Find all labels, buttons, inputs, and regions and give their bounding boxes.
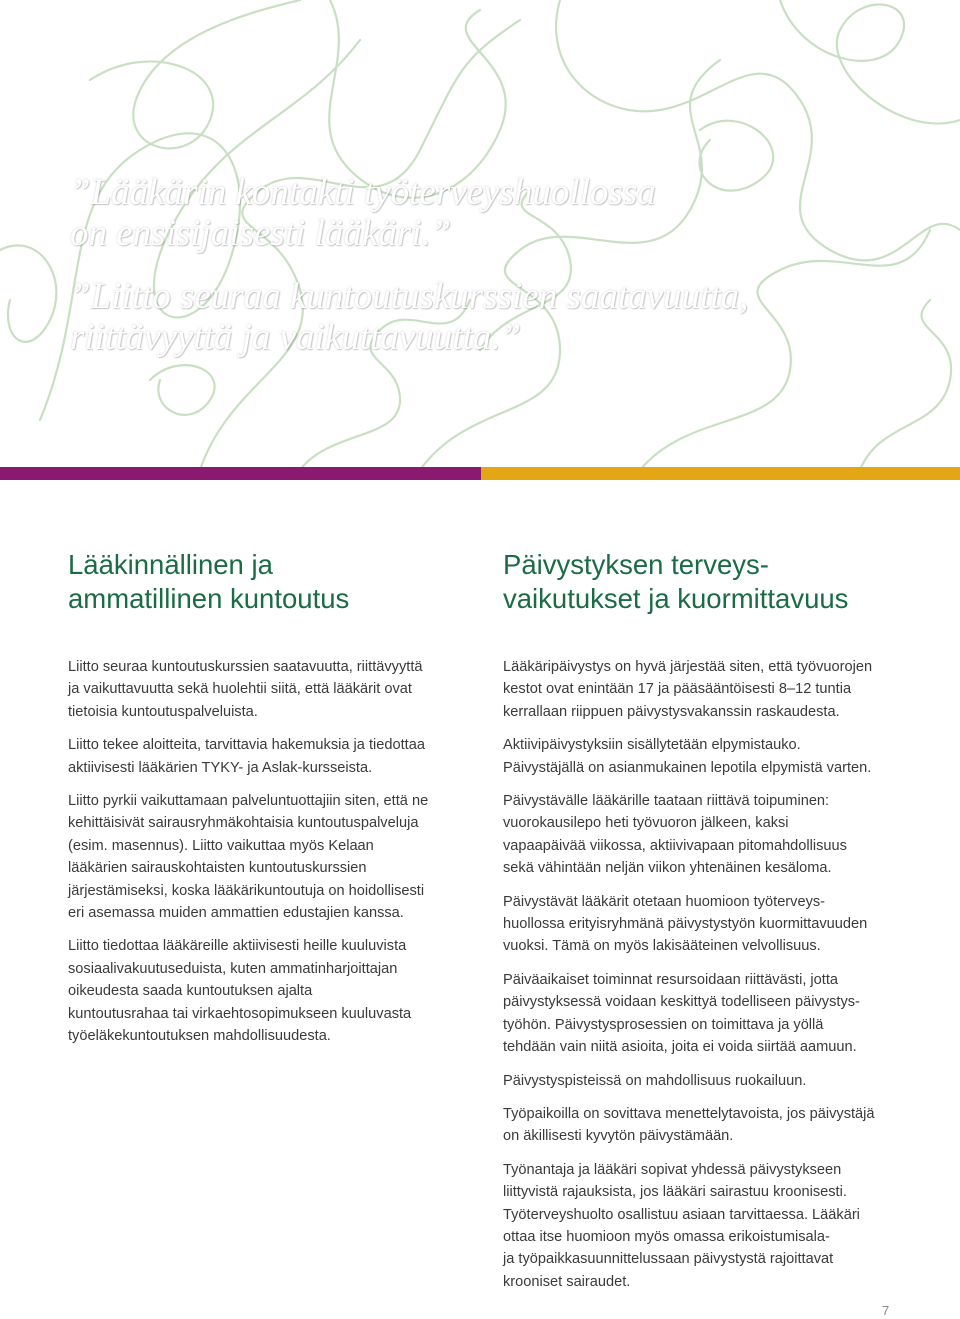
text-line: Liitto seuraa kuntoutuskurssien saatavuutta, riittävyyttä xyxy=(68,659,423,675)
text-line: Aktiivipäivystyksiin sisällytetään elpymistauko. xyxy=(503,737,801,754)
text-line: Työterveyshuolto osallistuu asiaan tarvittaessa. Lääkäri xyxy=(503,1206,860,1223)
paragraph xyxy=(68,656,463,723)
rehabilitation-column xyxy=(68,548,463,1059)
text-line: eri asemassa muiden ammattien edustajien kanssa. xyxy=(68,905,404,922)
text-line: Liitto tekee aloitteita, tarvittavia hakemuksia ja tiedottaa xyxy=(68,737,425,754)
paragraph xyxy=(503,1103,903,1148)
text-line: kerrallaan riippuen päivystysvakanssin raskaudesta. xyxy=(503,703,840,720)
text-line: järjestämiseksi, koska lääkärikuntoutuja on hoidollisesti xyxy=(68,882,425,899)
text-line: Lääkäripäivystys on hyvä järjestää siten, että työvuorojen xyxy=(503,659,873,675)
heading-line: Lääkinnällinen ja xyxy=(68,549,273,580)
text-line: Työnantaja ja lääkäri sopivat yhdessä päivystykseen xyxy=(503,1161,842,1178)
text-line: oikeudesta saada kuntoutuksen ajalta xyxy=(68,983,313,1000)
text-line: aktiivisesti lääkärien TYKY- ja Aslak-kursseista. xyxy=(68,759,373,776)
paragraph xyxy=(503,891,903,958)
paragraph xyxy=(68,935,463,1047)
heading-line: ammatillinen kuntoutus xyxy=(68,583,350,614)
text-line: ja vaikuttavuutta sekä huolehtii siitä, että lääkärit ovat xyxy=(68,681,412,698)
divider-bar-purple xyxy=(0,467,481,480)
pull-quote-1 xyxy=(70,172,870,254)
text-line: Päivystyspisteissä on mahdollisuus ruokailuun. xyxy=(503,1072,807,1089)
pull-quotes xyxy=(70,172,870,380)
text-line: huollossa erityisryhmänä päivystystyön kuormittavuuden xyxy=(503,916,868,933)
text-line: vapaapäivää viikossa, aktiivivapaan pitomahdollisuus xyxy=(503,837,847,854)
text-line: tehdään vain niitä asioita, joita ei voida siirtää aamuun. xyxy=(503,1039,857,1056)
text-line: kuntoutusrahaa tai virkaehtosopimukseen kuuluvasta xyxy=(68,1005,412,1022)
paragraph xyxy=(503,734,903,779)
text-line: Liitto pyrkii vaikuttamaan palveluntuottajiin siten, että ne xyxy=(68,793,429,810)
text-line: kehittäisivät sairausryhmäkohtaisia kuntoutuspalveluja xyxy=(68,815,419,832)
pull-quote-line: ”Lääkärin kontakti työterveyshuollossa xyxy=(70,172,656,213)
text-line: kestot ovat enintään 17 ja pääsääntöisesti 8–12 tuntia xyxy=(503,681,852,698)
text-line: sosiaalivakuutuseduista, kuten ammatinharjoittajan xyxy=(68,960,398,977)
paragraph xyxy=(503,790,903,880)
text-line: sekä vähintään neljän viikon yhtenäinen kesäloma. xyxy=(503,860,832,877)
paragraph xyxy=(503,969,903,1059)
text-line: vuorokausilepo heti työvuoron jälkeen, kaksi xyxy=(503,815,789,832)
paragraph xyxy=(68,790,463,924)
text-line: Päivystävälle lääkärille taataan riittävä toipuminen: xyxy=(503,793,830,810)
heading-line: Päivystyksen terveys- xyxy=(503,549,769,580)
divider-bar-yellow xyxy=(481,467,960,480)
text-line: (esim. masennus). Liitto vaikuttaa myös Kelaan xyxy=(68,837,374,854)
page-number: 7 xyxy=(882,1303,890,1318)
text-line: tietoisia kuntoutuspalveluista. xyxy=(68,703,258,720)
pull-quote-line: riittävyyttä ja vaikuttavuutta.” xyxy=(70,317,522,358)
paragraph xyxy=(68,734,463,779)
pull-quote-line: on ensisijaisesti lääkäri.” xyxy=(70,213,452,254)
text-line: Päivystävät lääkärit otetaan huomioon työterveys- xyxy=(503,893,826,910)
text-line: ja työpaikkasuunnittelussaan päivystystä rajoittavat xyxy=(503,1251,834,1268)
on-call-column xyxy=(503,548,903,1304)
text-line: krooniset sairaudet. xyxy=(503,1273,631,1290)
paragraph xyxy=(503,1070,903,1092)
text-line: liittyvistä rajauksista, jos lääkäri sairastuu kroonisesti. xyxy=(503,1184,847,1201)
paragraph xyxy=(503,1159,903,1293)
heading-line: vaikutukset ja kuormittavuus xyxy=(503,583,849,614)
text-line: Päiväaikaiset toiminnat resursoidaan riittävästi, jotta xyxy=(503,971,839,988)
text-line: ottaa itse huomioon myös omassa erikoistumisala- xyxy=(503,1228,830,1245)
text-line: Päivystäjällä on asianmukainen lepotila elpymistä varten. xyxy=(503,759,872,776)
text-line: Työpaikoilla on sovittava menettelytavoista, jos päivystäjä xyxy=(503,1105,875,1122)
pull-quote-line: ”Liitto seuraa kuntoutuskurssien saatavuutta, xyxy=(70,276,749,317)
text-line: lääkärien sairauskohtaisten kuntoutuskurssien xyxy=(68,860,367,877)
text-line: päivystyksessä voidaan keskittyä todelliseen päivystys- xyxy=(503,994,860,1011)
text-line: on äkillisesti kyvytön päivystämään. xyxy=(503,1128,734,1145)
text-line: työeläkekuntoutuksen mahdollisuudesta. xyxy=(68,1028,331,1045)
text-line: työhön. Päivystysprosessien on toimittava ja yöllä xyxy=(503,1016,824,1033)
section-heading-on-call xyxy=(503,548,903,616)
text-line: Liitto tiedottaa lääkäreille aktiivisesti heille kuuluvista xyxy=(68,938,407,955)
pull-quote-2 xyxy=(70,276,870,358)
section-heading-rehabilitation xyxy=(68,548,463,616)
text-line: vuoksi. Tämä on myös lakisääteinen velvollisuus. xyxy=(503,938,821,955)
paragraph xyxy=(503,656,903,723)
